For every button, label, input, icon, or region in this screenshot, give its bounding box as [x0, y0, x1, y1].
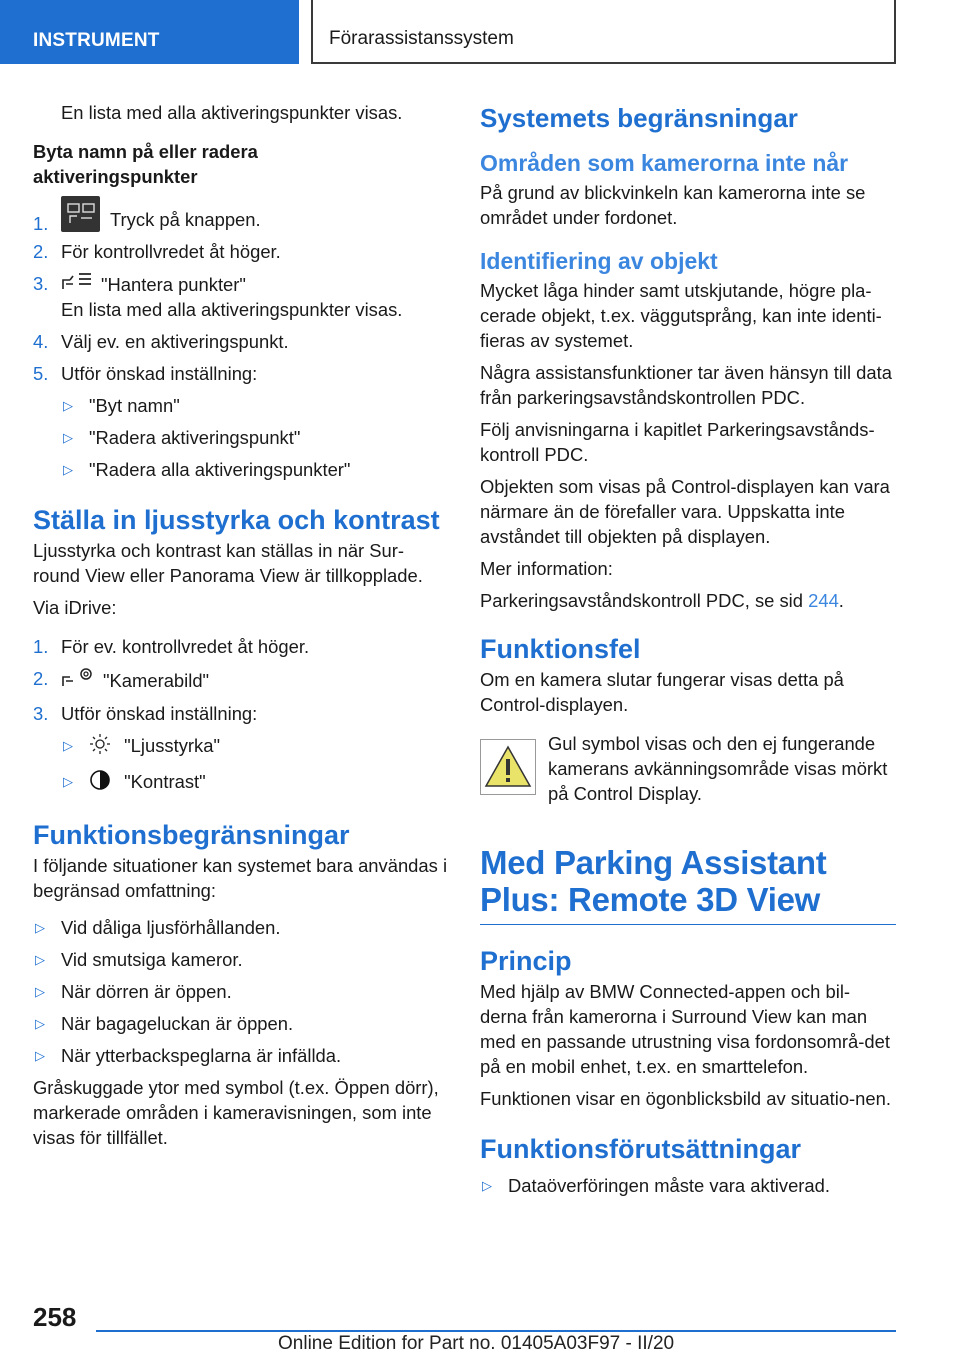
- camera-areas-heading: Områden som kamerorna inte når: [480, 150, 849, 176]
- prereq-item: ▷ Dataöverföringen måste vara aktiverad.: [482, 1175, 830, 1196]
- rename-step-1: [33, 203, 448, 232]
- manage-points-icon: [61, 271, 93, 297]
- triangle-bullet-icon: ▷: [63, 774, 73, 790]
- limits-item: ▷ Vid dåliga ljusförhållanden.: [35, 917, 281, 939]
- camera-menu-button-icon: [61, 196, 100, 232]
- triangle-bullet-icon: ▷: [35, 1016, 45, 1032]
- triangle-bullet-icon: ▷: [35, 1048, 45, 1064]
- warning-triangle-icon: [480, 739, 536, 795]
- step-number: 3.: [33, 273, 49, 294]
- right-column: [480, 100, 896, 1205]
- warning-row: [480, 731, 896, 806]
- step-text: Tryck på knappen.: [110, 209, 261, 230]
- object-id-heading: Identifiering av objekt: [480, 248, 718, 274]
- rename-option: ▷ "Byt namn": [63, 395, 180, 416]
- limits-text: I följande situationer kan systemet bara användas i begränsad omfattning:: [33, 855, 448, 902]
- step-text: "Hantera punkter": [101, 273, 246, 295]
- triangle-bullet-icon: ▷: [63, 462, 73, 477]
- step-text: "Kamerabild": [103, 669, 210, 691]
- rename-step-4: [33, 329, 448, 354]
- step-number: 1.: [33, 213, 49, 234]
- step-number: 2.: [33, 668, 49, 689]
- contrast-icon: [89, 769, 111, 797]
- rename-step-3: [33, 271, 448, 322]
- intro-line: En lista med alla aktiveringspunkter visas.: [61, 102, 403, 123]
- camera-settings-icon: [61, 666, 95, 694]
- more-info-ref: Parkeringsavståndskontroll PDC, se sid 244.: [480, 590, 844, 611]
- rename-step-2: [33, 239, 448, 264]
- system-limits-heading: Systemets begränsningar: [480, 103, 798, 133]
- step-text: Utför önskad inställning:: [61, 703, 258, 724]
- malfunction-heading: Funktionsfel: [480, 634, 641, 664]
- rename-step-5: [33, 361, 448, 386]
- triangle-bullet-icon: ▷: [63, 398, 73, 413]
- camera-areas-text: På grund av blickvinkeln kan kamerorna inte se området under fordonet.: [480, 182, 866, 228]
- rename-heading: Byta namn på eller radera aktiveringspunkter: [33, 141, 258, 187]
- step-result: En lista med alla aktiveringspunkter visas.: [61, 299, 403, 320]
- step-number: 5.: [33, 363, 49, 384]
- left-column: [33, 100, 448, 1157]
- limits-item: ▷ När ytterbackspeglarna är infällda.: [35, 1045, 342, 1067]
- principle-p2: Funktionen visar en ögonblicksbild av situatio‐nen.: [480, 1088, 891, 1109]
- brightness-step-3: [33, 701, 448, 726]
- rename-option: ▷ "Radera alla aktiveringspunkter": [63, 459, 351, 480]
- footer-divider: [96, 1330, 896, 1332]
- rename-option: ▷ "Radera aktiveringspunkt": [63, 427, 301, 448]
- step-text: Utför önskad inställning:: [61, 363, 258, 384]
- object-id-p1: Mycket låga hinder samt utskjutande, högre pla‐cerade objekt, t.ex. väggutsprång, kan inte identi‐fieras av systemet.: [480, 280, 882, 351]
- limits-item: ▷ När bagageluckan är öppen.: [35, 1013, 294, 1035]
- step-text: För kontrollvredet åt höger.: [61, 241, 281, 262]
- step-text: För ev. kontrollvredet åt höger.: [61, 636, 310, 657]
- remote-3d-heading: Med Parking Assistant Plus: Remote 3D View: [480, 844, 896, 925]
- warning-text: Gul symbol visas och den ej fungerande kamerans avkänningsområde visas mörkt på Control Display.: [548, 733, 888, 804]
- triangle-bullet-icon: ▷: [63, 738, 73, 753]
- step-number: 4.: [33, 331, 49, 352]
- page-number: 258: [33, 1302, 77, 1332]
- triangle-bullet-icon: ▷: [35, 920, 45, 936]
- limits-after: Gråskuggade ytor med symbol (t.ex. Öppen dörr), markerade områden i kameravisningen, som inte visas för tillfället.: [33, 1077, 439, 1149]
- step-text: Välj ev. en aktiveringspunkt.: [61, 331, 289, 352]
- limits-heading: Funktionsbegränsningar: [33, 820, 350, 851]
- triangle-bullet-icon: ▷: [63, 430, 73, 445]
- brightness-text: Ljusstyrka och kontrast kan ställas in när Sur‐round View eller Panorama View är tillkopplade.: [33, 540, 423, 586]
- object-id-p2: Några assistansfunktioner tar även hänsyn till data från parkeringsavståndskontrollen PDC.: [480, 362, 892, 408]
- step-number: 2.: [33, 241, 49, 262]
- brightness-option: ▷ "Kontrast": [61, 769, 448, 797]
- section-tab: INSTRUMENT: [0, 0, 299, 64]
- brightness-option: ▷ "Ljusstyrka": [61, 733, 448, 761]
- triangle-bullet-icon: ▷: [35, 984, 45, 1000]
- limits-item: ▷ När dörren är öppen.: [35, 981, 232, 1003]
- limits-item: ▷ Vid smutsiga kameror.: [35, 949, 243, 971]
- object-id-p3: Följ anvisningarna i kapitlet Parkeringsavstånds‐kontroll PDC.: [480, 419, 875, 465]
- triangle-bullet-icon: ▷: [35, 952, 45, 968]
- sun-icon: [89, 733, 111, 761]
- brightness-heading: Ställa in ljusstyrka och kontrast: [33, 505, 440, 535]
- step-number: 1.: [33, 636, 49, 657]
- chapter-title: Förarassistanssystem: [311, 0, 896, 64]
- principle-heading: Princip: [480, 946, 572, 976]
- step-number: 3.: [33, 703, 49, 724]
- page-link[interactable]: 244: [808, 590, 839, 611]
- object-id-p4: Objekten som visas på Control-displayen kan vara närmare än de förefaller vara. Uppskatta inte avståndet till objekten på displayen.: [480, 476, 890, 547]
- prereq-heading: Funktionsförutsättningar: [480, 1134, 801, 1164]
- triangle-bullet-icon: ▷: [482, 1178, 492, 1193]
- footer-edition: Online Edition for Part no. 01405A03F97 - II/20: [278, 1333, 675, 1354]
- brightness-step-1: [33, 634, 448, 659]
- malfunction-text: Om en kamera slutar fungerar visas detta på Control-displayen.: [480, 669, 844, 715]
- principle-p1: Med hjälp av BMW Connected-appen och bil‐derna från kamerorna i Surround View kan man med en passande utrustning visa fordonsområ‐det på en mobil enhet, t.ex. en smarttelefon.: [480, 981, 890, 1077]
- via-idrive: Via iDrive:: [33, 597, 117, 618]
- more-info: Mer information:: [480, 558, 613, 579]
- brightness-step-2: [33, 666, 448, 694]
